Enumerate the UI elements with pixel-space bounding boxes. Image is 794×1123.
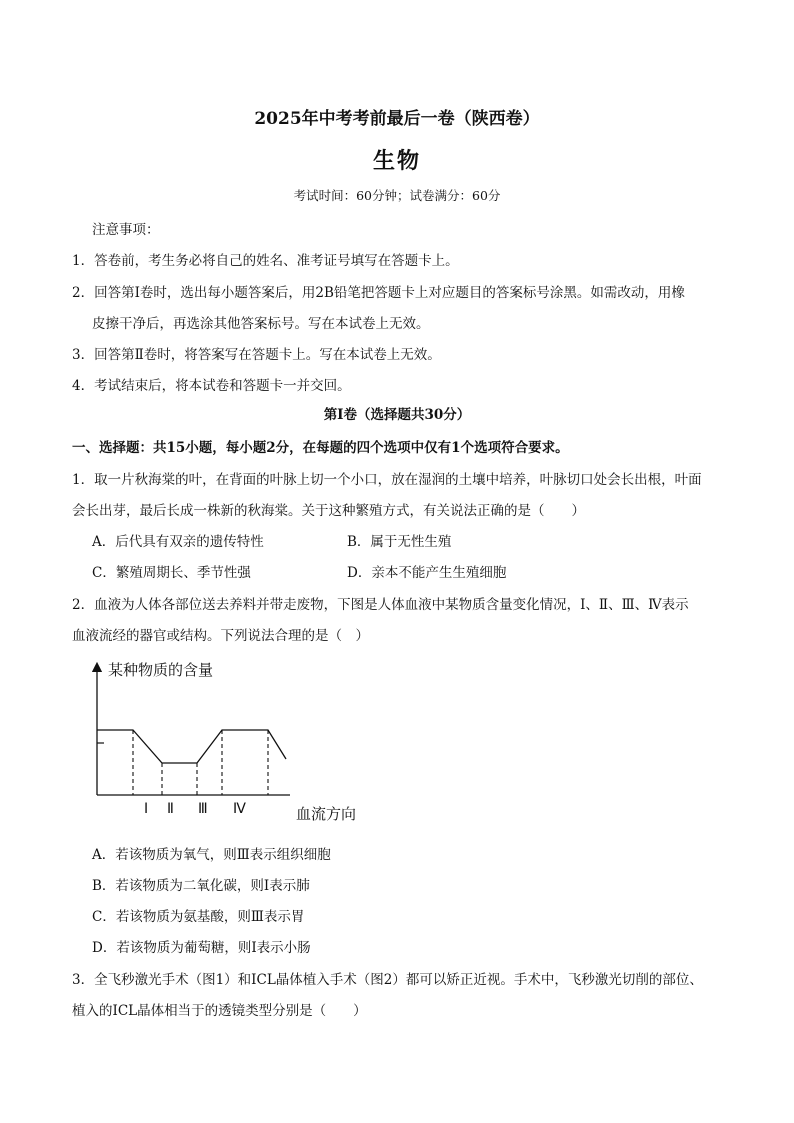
notes-heading: 注意事项： — [92, 222, 160, 238]
option-c: C．若该物质为氨基酸，则Ⅲ表示胃 — [92, 909, 305, 925]
blood-substance-chart — [80, 655, 380, 830]
option-c: C．繁殖周期长、季节性强 — [92, 565, 251, 581]
series-line — [97, 730, 286, 763]
section-instruction: 一、选择题：共15小题，每小题2分，在每题的四个选项中仅有1个选项符合要求。 — [72, 440, 569, 456]
question-text: 2．血液为人体各部位送去养料并带走废物，下图是人体血液中某物质含量变化情况，Ⅰ、Ⅱ、Ⅲ、Ⅳ表示 — [72, 597, 689, 613]
question-text: 血液流经的器官或结构。下列说法合理的是（ ） — [72, 628, 369, 644]
exam-info: 考试时间：60分钟；试卷满分：60分 — [293, 188, 501, 203]
note-item: 3．回答第Ⅱ卷时，将答案写在答题卡上。写在本试卷上无效。 — [72, 347, 441, 363]
question-text: 植入的ICL晶体相当于的透镜类型分别是（ ） — [72, 1003, 367, 1019]
option-b: B．若该物质为二氧化碳，则Ⅰ表示肺 — [92, 878, 310, 894]
x-tick-label: Ⅲ — [198, 801, 208, 817]
question-text: 1．取一片秋海棠的叶，在背面的叶脉上切一个小口，放在湿润的土壤中培养，叶脉切口处会长出根，叶面 — [72, 472, 702, 488]
x-tick-label: Ⅱ — [167, 801, 174, 817]
option-b: B．属于无性生殖 — [347, 534, 452, 550]
subject-title: 生物 — [372, 148, 421, 174]
option-d: D．若该物质为葡萄糖，则Ⅰ表示小肠 — [92, 940, 311, 956]
option-d: D．亲本不能产生生殖细胞 — [347, 565, 507, 581]
x-tick-label: Ⅳ — [233, 801, 246, 817]
y-axis-label: 某种物质的含量 — [108, 661, 214, 679]
x-tick-label: Ⅰ — [144, 801, 149, 817]
x-axis-label: 血流方向 — [296, 805, 357, 823]
question-text: 3．全飞秒激光手术（图1）和ICL晶体植入手术（图2）都可以矫正近视。手术中，飞秒激光切削的部位、 — [72, 972, 703, 988]
note-item: 4．考试结束后，将本试卷和答题卡一并交回。 — [72, 378, 351, 394]
section-title: 第Ⅰ卷（选择题共30分） — [323, 407, 471, 423]
exam-title: 2025年中考考前最后一卷（陕西卷） — [254, 109, 540, 129]
option-a: A．若该物质为氧气，则Ⅲ表示组织细胞 — [92, 847, 331, 863]
note-item: 2．回答第Ⅰ卷时，选出每小题答案后，用2B铅笔把答题卡上对应题目的答案标号涂黑。如需改动，用橡 — [72, 285, 685, 301]
question-text: 会长出芽，最后长成一株新的秋海棠。关于这种繁殖方式，有关说法正确的是（ ） — [72, 503, 585, 519]
note-item: 1．答卷前，考生务必将自己的姓名、准考证号填写在答题卡上。 — [72, 253, 459, 269]
note-item: 皮擦干净后，再选涂其他答案标号。写在本试卷上无效。 — [92, 316, 430, 332]
option-a: A．后代具有双亲的遗传特性 — [92, 534, 264, 550]
